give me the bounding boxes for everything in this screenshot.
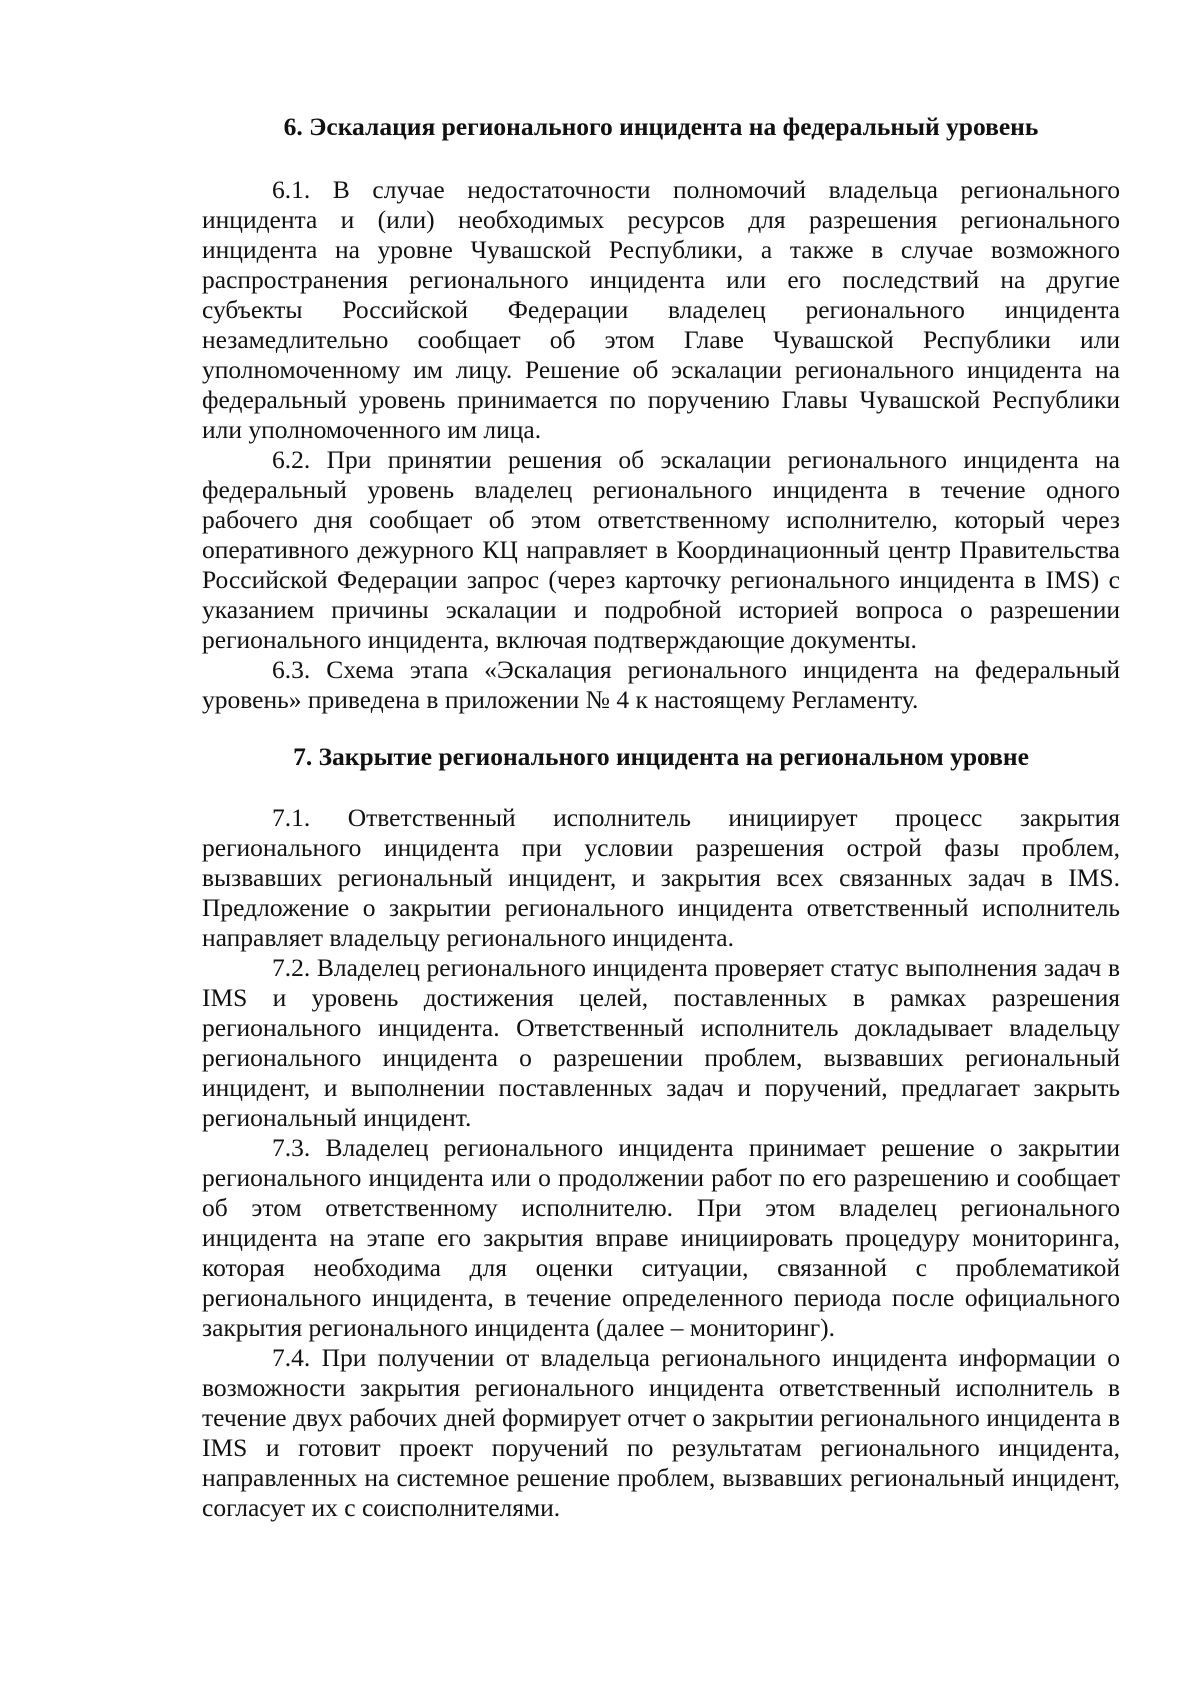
paragraph-6-2: 6.2. При принятии решения об эскалации регионального инцидента на федеральный уровень владелец регионального инцидента в течение одного рабочего дня сообщает об этом ответственному исполнителю, который через оперативного дежурного КЦ направляет в Координационный центр Правительства Российской Федерации запрос (через карточку регионального инцидента в IMS) с указанием причины эскалации и подробной историей вопроса о разрешении регионального инцидента, включая подтверждающие документы. [202,445,1120,654]
paragraph-6-3: 6.3. Схема этапа «Эскалация регионального инцидента на федеральный уровень» приведена в приложении № 4 к настоящему Регламенту. [202,655,1120,714]
section-heading-closing: 7. Закрытие регионального инцидента на региональном уровне [293,742,1029,771]
paragraph-7-2: 7.2. Владелец регионального инцидента проверяет статус выполнения задач в IMS и уровень достижения целей, поставленных в рамках разрешения регионального инцидента. Ответственный исполнитель докладывает владельцу регионального инцидента о разрешении проблем, вызвавших региональный инцидент, и выполнении поставленных задач и поручений, предлагает закрыть региональный инцидент. [202,953,1120,1132]
section-heading-escalation: 6. Эскалация регионального инцидента на федеральный уровень [283,112,1039,141]
paragraph-7-4: 7.4. При получении от владельца регионального инцидента информации о возможности закрытия регионального инцидента ответственный исполнитель в течение двух рабочих дней формирует отчет о закрытии регионального инцидента в IMS и готовит проект поручений по результатам регионального инцидента, направленных на системное решение проблем, вызвавших региональный инцидент, согласует их с соисполнителями. [202,1343,1120,1522]
paragraph-7-1: 7.1. Ответственный исполнитель инициирует процесс закрытия регионального инцидента при условии разрешения острой фазы проблем, вызвавших региональный инцидент, и закрытия всех связанных задач в IMS. Предложение о закрытии регионального инцидента ответственный исполнитель направляет владельцу регионального инцидента. [202,803,1120,952]
paragraph-7-3: 7.3. Владелец регионального инцидента принимает решение о закрытии регионального инцидента или о продолжении работ по его разрешению и сообщает об этом ответственному исполнителю. При этом владелец регионального инцидента на этапе его закрытия вправе инициировать процедуру мониторинга, которая необходима для оценки ситуации, связанной с проблематикой регионального инцидента, в течение определенного периода после официального закрытия регионального инцидента (далее – мониторинг). [202,1133,1120,1342]
paragraph-6-1: 6.1. В случае недостаточности полномочий владельца регионального инцидента и (или) необходимых ресурсов для разрешения регионального инцидента на уровне Чувашской Республики, а также в случае возможного распространения регионального инцидента или его последствий на другие субъекты Российской Федерации владелец регионального инцидента незамедлительно сообщает об этом Главе Чувашской Республики или уполномоченному им лицу. Решение об эскалации регионального инцидента на федеральный уровень принимается по поручению Главы Чувашской Республики или уполномоченного им лица. [202,175,1120,444]
document-page [202,112,1120,1523]
